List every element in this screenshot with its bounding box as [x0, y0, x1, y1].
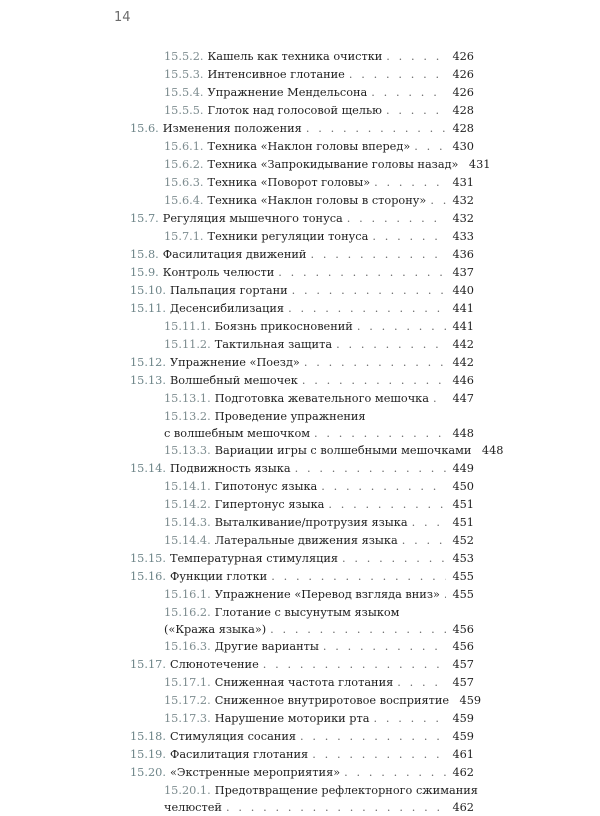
toc-entry-number: 15.12.: [130, 356, 166, 369]
toc-entry-number: 15.17.1.: [164, 676, 211, 689]
toc-entry[interactable]: [130, 728, 474, 746]
toc-entry-page: 432: [452, 212, 474, 225]
toc-entry-page: 431: [452, 176, 474, 189]
toc-entry-title: Латеральные движения языка: [214, 534, 398, 547]
toc-entry[interactable]: [130, 120, 474, 138]
toc-entry-number: 15.7.: [130, 212, 159, 225]
toc-entry[interactable]: [130, 102, 474, 120]
toc-entry-title: Техника «Наклон головы вперед»: [207, 140, 411, 153]
toc-entry-page: 442: [452, 338, 474, 351]
toc-entry[interactable]: [130, 174, 474, 192]
toc-entry-continuation[interactable]: [130, 622, 474, 638]
toc-entry-number: 15.14.1.: [164, 480, 211, 493]
toc-entry-title: Нарушение моторики рта: [214, 712, 370, 725]
toc-entry[interactable]: [130, 586, 474, 604]
toc-entry-number: 15.9.: [130, 266, 159, 279]
toc-entry-page: 456: [452, 640, 474, 653]
toc-entry[interactable]: [130, 532, 474, 550]
toc-entry-leader-dots: [414, 138, 446, 156]
toc-entry-page: 447: [452, 392, 474, 405]
toc-entry-page: 441: [452, 320, 474, 333]
toc-entry-title: Проведение упражнения: [214, 410, 366, 423]
toc-entry-leader-dots: [374, 174, 446, 192]
toc-entry-number: 15.6.3.: [164, 176, 204, 189]
toc-entry-title: Пальпация гортани: [169, 284, 288, 297]
toc-entry-number: 15.6.2.: [164, 158, 204, 171]
toc-entry[interactable]: [130, 156, 491, 174]
toc-entry-leader-dots: [304, 354, 446, 372]
toc-entry-page: 428: [452, 104, 474, 117]
toc-entry[interactable]: [130, 282, 474, 300]
toc-entry-page: 449: [452, 462, 474, 475]
toc-entry[interactable]: [130, 192, 474, 210]
toc-entry-title: Упражнение Мендельсона: [207, 86, 368, 99]
toc-entry-page: 456: [452, 623, 474, 636]
toc-entry-title: Предотвращение рефлекторного сжимания: [214, 784, 478, 797]
toc-entry-page: 450: [452, 480, 474, 493]
toc-entry-number: 15.13.3.: [164, 444, 211, 457]
toc-entry-title: Фасилитация глотания: [169, 748, 309, 761]
toc-entry-page: 440: [452, 284, 474, 297]
toc-entry-title: Вариации игры с волшебными мешочками: [214, 444, 472, 457]
toc-entry-title: Контроль челюсти: [162, 266, 275, 279]
toc-entry-number: 15.5.2.: [164, 50, 204, 63]
toc-entry[interactable]: [130, 442, 504, 460]
toc-entry-title: Боязнь прикосновений: [214, 320, 353, 333]
toc-entry-title: Интенсивное глотание: [207, 68, 345, 81]
toc-entry-leader-dots: [288, 300, 446, 318]
toc-entry-page: 455: [452, 588, 474, 601]
toc-entry-leader-dots: [314, 426, 446, 442]
toc-entry-page: 442: [452, 356, 474, 369]
toc-entry-number: 15.5.5.: [164, 104, 204, 117]
toc-entry-leader-dots: [386, 102, 446, 120]
toc-entry[interactable]: [130, 336, 474, 354]
toc-entry-number: 15.7.1.: [164, 230, 204, 243]
toc-entry-title: Сниженное внутриротовое восприятие: [214, 694, 450, 707]
toc-entry-page: 446: [452, 374, 474, 387]
toc-entry-title: Гипотонус языка: [214, 480, 318, 493]
toc-entry-leader-dots: [444, 586, 446, 604]
toc-entry-title: Упражнение «Поезд»: [169, 356, 300, 369]
toc-entry-title: Функции глотки: [169, 570, 268, 583]
toc-entry[interactable]: [130, 300, 474, 318]
toc-entry-number: 15.6.: [130, 122, 159, 135]
toc-entry-page: 431: [468, 158, 491, 171]
toc-entry[interactable]: [130, 674, 474, 692]
toc-entry-title: Глоток над голосовой щелью: [207, 104, 382, 117]
toc-entry-title: Кашель как техника очистки: [207, 50, 383, 63]
toc-entry-number: 15.5.3.: [164, 68, 204, 81]
toc-entry-page: 459: [459, 694, 482, 707]
toc-entry[interactable]: [130, 692, 482, 710]
toc-entry[interactable]: [130, 390, 474, 408]
toc-entry-leader-dots: [292, 282, 446, 300]
toc-entry-page: 428: [452, 122, 474, 135]
toc-entry-number: 15.16.1.: [164, 588, 211, 601]
toc-entry-title: Сниженная частота глотания: [214, 676, 394, 689]
toc-entry-page: 432: [452, 194, 474, 207]
toc-entry-number: 15.20.: [130, 766, 166, 779]
toc-entry-leader-dots: [357, 318, 446, 336]
toc-entry-number: 15.8.: [130, 248, 159, 261]
toc-entry-title: Упражнение «Перевод взгляда вниз»: [214, 588, 440, 601]
toc-entry-leader-dots: [372, 228, 446, 246]
toc-entry-page: 430: [452, 140, 474, 153]
toc-entry-page: 452: [452, 534, 474, 547]
toc-entry-page: 448: [481, 444, 504, 457]
toc-entry-page: 457: [452, 676, 474, 689]
toc-entry-number: 15.16.: [130, 570, 166, 583]
toc-entry-number: 15.10.: [130, 284, 166, 297]
toc-entry-title-continuation: с волшебным мешочком: [164, 427, 311, 440]
table-of-contents: [130, 48, 504, 816]
toc-entry-number: 15.19.: [130, 748, 166, 761]
toc-entry-number: 15.5.4.: [164, 86, 204, 99]
toc-entry[interactable]: [130, 496, 474, 514]
toc-entry-leader-dots: [271, 568, 446, 586]
toc-entry[interactable]: [130, 264, 474, 282]
toc-entry-leader-dots: [347, 210, 446, 228]
toc-entry-number: 15.13.: [130, 374, 166, 387]
toc-entry-leader-dots: [336, 336, 446, 354]
toc-entry-leader-dots: [374, 710, 446, 728]
toc-entry-title: Стимуляция сосания: [169, 730, 296, 743]
toc-entry[interactable]: [130, 764, 474, 782]
toc-entry-leader-dots: [430, 192, 446, 210]
toc-entry-number: 15.16.2.: [164, 606, 211, 619]
toc-entry[interactable]: [130, 514, 474, 532]
toc-entry-page: 461: [452, 748, 474, 761]
toc-entry[interactable]: [130, 246, 474, 264]
toc-entry-page: 451: [452, 498, 474, 511]
toc-entry[interactable]: [130, 478, 474, 496]
toc-entry-number: 15.16.3.: [164, 640, 211, 653]
toc-entry-title: Тактильная защита: [214, 338, 333, 351]
toc-entry-number: 15.17.: [130, 658, 166, 671]
toc-entry-leader-dots: [371, 84, 446, 102]
toc-entry-title: Подвижность языка: [169, 462, 291, 475]
toc-entry-number: 15.13.1.: [164, 392, 211, 405]
toc-entry-number: 15.17.3.: [164, 712, 211, 725]
toc-entry-leader-dots: [300, 728, 446, 746]
toc-entry-title: Волшебный мешочек: [169, 374, 298, 387]
toc-entry-leader-dots: [397, 674, 446, 692]
toc-entry-page: 433: [452, 230, 474, 243]
toc-entry-continuation[interactable]: [130, 800, 474, 816]
toc-entry-page: 426: [452, 50, 474, 63]
toc-entry-leader-dots: [226, 800, 446, 816]
toc-entry-leader-dots: [349, 66, 446, 84]
toc-entry-number: 15.11.1.: [164, 320, 211, 333]
toc-entry-leader-dots: [306, 120, 446, 138]
toc-entry-title: Глотание с высунутым языком: [214, 606, 400, 619]
toc-entry-leader-dots: [310, 246, 446, 264]
toc-entry-number: 15.14.: [130, 462, 166, 475]
toc-entry-title: Регуляция мышечного тонуса: [162, 212, 343, 225]
toc-entry-title: «Экстренные мероприятия»: [169, 766, 341, 779]
toc-entry-page: 436: [452, 248, 474, 261]
toc-entry-number: 15.18.: [130, 730, 166, 743]
toc-entry-title: Техники регуляции тонуса: [207, 230, 369, 243]
toc-entry-leader-dots: [433, 390, 446, 408]
toc-entry-leader-dots: [344, 764, 446, 782]
toc-entry[interactable]: [130, 604, 474, 622]
toc-entry-title: Техника «Запрокидывание головы назад»: [207, 158, 459, 171]
toc-entry-title: Фасилитация движений: [162, 248, 307, 261]
toc-entry[interactable]: [130, 354, 474, 372]
toc-entry-leader-dots: [328, 496, 446, 514]
toc-entry-page: 453: [452, 552, 474, 565]
toc-entry[interactable]: [130, 746, 474, 764]
toc-entry[interactable]: [130, 408, 474, 426]
toc-entry-page: 459: [452, 712, 474, 725]
toc-entry-page: 426: [452, 68, 474, 81]
toc-entry[interactable]: [130, 66, 474, 84]
toc-entry[interactable]: [130, 318, 474, 336]
toc-entry-page: 451: [452, 516, 474, 529]
toc-entry[interactable]: [130, 210, 474, 228]
toc-entry-page: 459: [452, 730, 474, 743]
toc-entry[interactable]: [130, 84, 474, 102]
toc-entry-number: 15.14.2.: [164, 498, 211, 511]
toc-entry[interactable]: [130, 656, 474, 674]
toc-entry-page: 462: [452, 801, 474, 814]
toc-entry-title: Слюнотечение: [169, 658, 259, 671]
toc-entry-continuation[interactable]: [130, 426, 474, 442]
toc-entry-title: Техника «Наклон головы в сторону»: [207, 194, 427, 207]
toc-entry-number: 15.17.2.: [164, 694, 211, 707]
toc-entry-leader-dots: [295, 460, 446, 478]
toc-entry[interactable]: [130, 460, 474, 478]
toc-entry-title: Выталкивание/протрузия языка: [214, 516, 408, 529]
toc-entry-number: 15.6.4.: [164, 194, 204, 207]
toc-entry-title: Изменения положения: [162, 122, 302, 135]
toc-entry-title: Десенсибилизация: [169, 302, 285, 315]
toc-entry[interactable]: [130, 228, 474, 246]
toc-entry-title-continuation: («Кража языка»): [164, 623, 267, 636]
toc-entry-title: Гипертонус языка: [214, 498, 325, 511]
toc-entry[interactable]: [130, 782, 478, 800]
page-number: 14: [114, 10, 131, 25]
toc-entry-title-continuation: челюстей: [164, 801, 222, 814]
toc-entry[interactable]: [130, 710, 474, 728]
toc-entry-number: 15.6.1.: [164, 140, 204, 153]
toc-entry-page: 426: [452, 86, 474, 99]
toc-entry-leader-dots: [312, 746, 446, 764]
toc-entry-number: 15.11.: [130, 302, 166, 315]
toc-entry-leader-dots: [302, 372, 446, 390]
toc-entry-number: 15.20.1.: [164, 784, 211, 797]
toc-entry[interactable]: [130, 568, 474, 586]
toc-entry-leader-dots: [263, 656, 446, 674]
toc-entry-number: 15.14.3.: [164, 516, 211, 529]
toc-entry-page: 462: [452, 766, 474, 779]
toc-entry-number: 15.14.4.: [164, 534, 211, 547]
toc-entry-title: Подготовка жевательного мешочка: [214, 392, 429, 405]
toc-entry-page: 441: [452, 302, 474, 315]
toc-entry[interactable]: [130, 138, 474, 156]
toc-entry-leader-dots: [412, 514, 446, 532]
toc-entry-leader-dots: [321, 478, 446, 496]
toc-entry[interactable]: [130, 372, 474, 390]
toc-entry[interactable]: [130, 550, 474, 568]
toc-entry[interactable]: [130, 48, 474, 66]
toc-entry-page: 455: [452, 570, 474, 583]
toc-entry-title: Другие варианты: [214, 640, 319, 653]
toc-entry-page: 448: [452, 427, 474, 440]
toc-entry[interactable]: [130, 638, 474, 656]
toc-entry-page: 437: [452, 266, 474, 279]
toc-entry-leader-dots: [323, 638, 446, 656]
toc-entry-leader-dots: [386, 48, 446, 66]
toc-entry-page: 457: [452, 658, 474, 671]
toc-entry-leader-dots: [342, 550, 446, 568]
toc-entry-number: 15.11.2.: [164, 338, 211, 351]
toc-entry-number: 15.15.: [130, 552, 166, 565]
toc-entry-leader-dots: [278, 264, 446, 282]
toc-entry-leader-dots: [270, 622, 446, 638]
toc-entry-title: Температурная стимуляция: [169, 552, 339, 565]
toc-entry-title: Техника «Поворот головы»: [207, 176, 371, 189]
toc-entry-number: 15.13.2.: [164, 410, 211, 423]
toc-entry-leader-dots: [402, 532, 446, 550]
